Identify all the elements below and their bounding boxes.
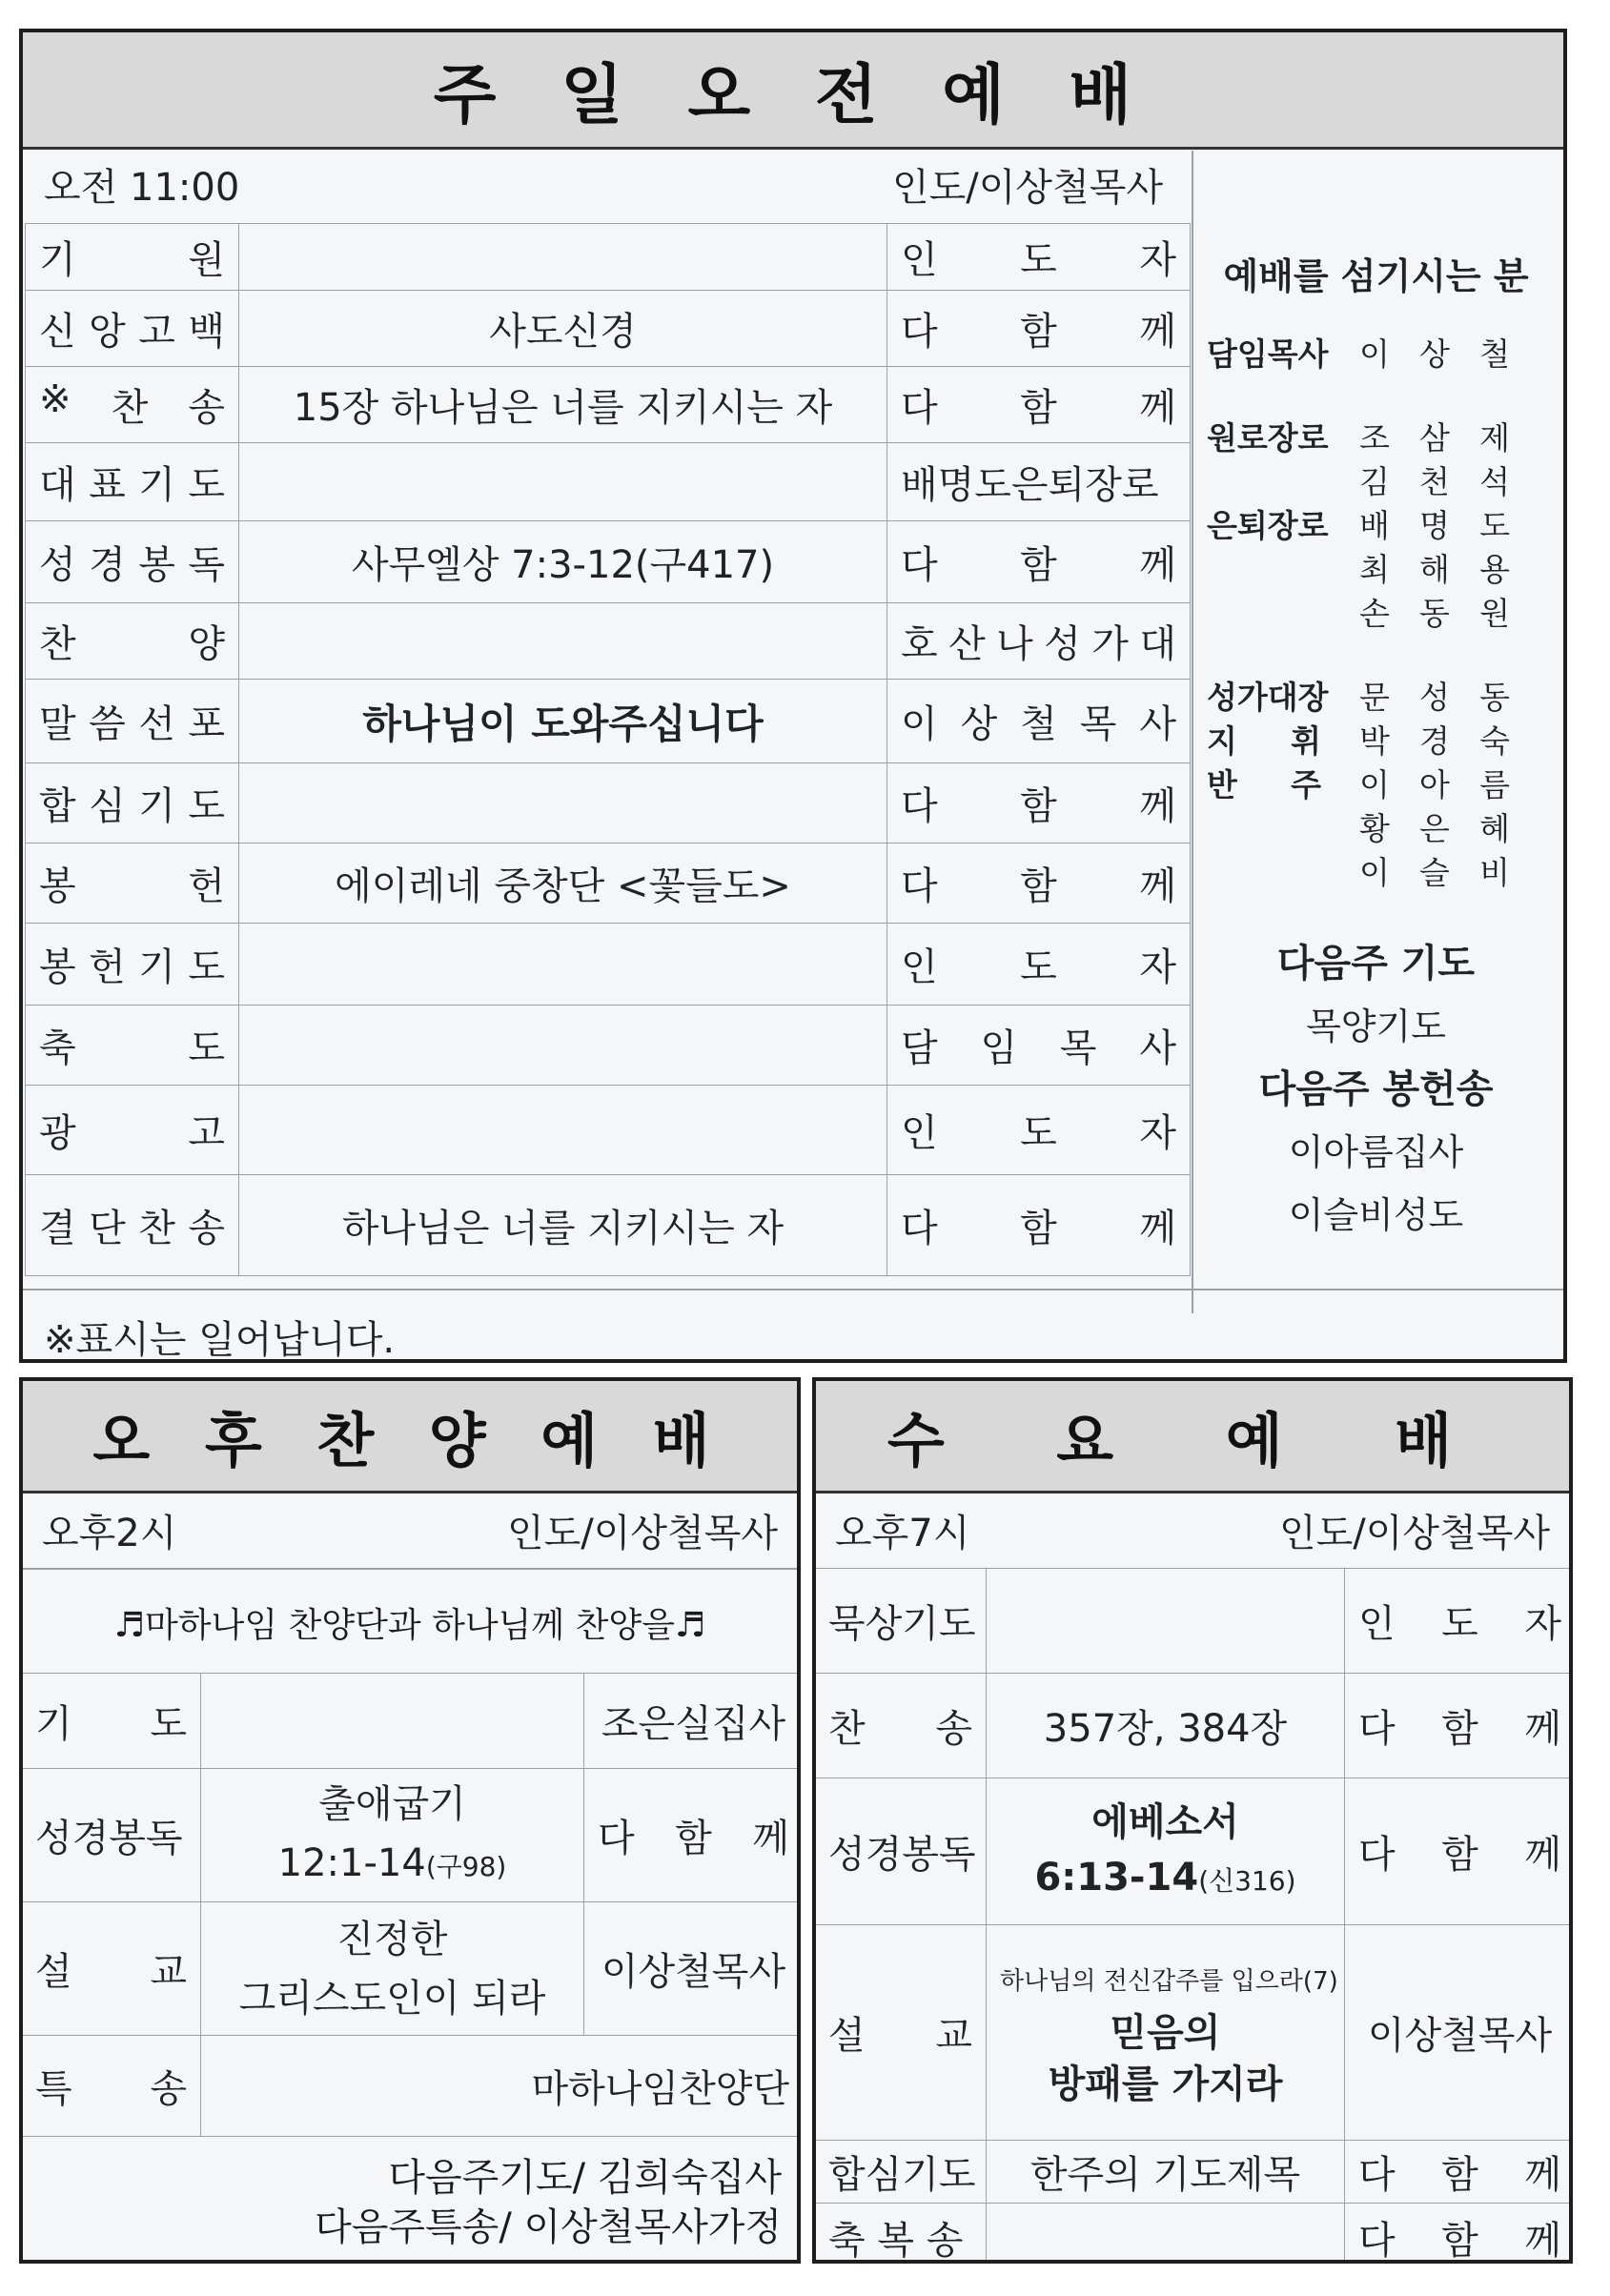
- staff-name: 손 동 원: [1359, 594, 1510, 632]
- sunday-by-cell: 다 함 께: [901, 1207, 1176, 1250]
- wednesday-part-label: 합심기도: [815, 2141, 987, 2204]
- afternoon-title: 오 후 찬 양 예 배: [23, 1381, 797, 1493]
- staff-line: [1207, 761, 1545, 804]
- wednesday-scripture-verse: 6:13-14: [1034, 1855, 1199, 1900]
- sunday-part-label: 대 표 기 도: [39, 463, 225, 507]
- wednesday-scripture-book: 에베소서: [1091, 1799, 1239, 1844]
- afternoon-next-info: [315, 2153, 782, 2252]
- wednesday-service-box: [812, 1377, 1573, 2264]
- wednesday-scripture-ref: (신316): [1198, 1864, 1296, 1897]
- afternoon-by-cell: 조은실집사: [584, 1674, 802, 1769]
- sunday-content-cell: [239, 443, 887, 521]
- table-row: 성경봉독 에베소서 6:13-14(신316) 다 함 께: [815, 1778, 1574, 1925]
- sunday-divider: [1192, 151, 1193, 1313]
- wednesday-part-label: 성경봉독: [815, 1778, 987, 1925]
- wednesday-preacher: 이상철목사: [1345, 1925, 1574, 2141]
- afternoon-special-song: 마하나임찬양단: [201, 2036, 802, 2137]
- table-row: [26, 1086, 1191, 1175]
- sunday-content-cell: 에이레네 중창단 <꽃들도>: [239, 843, 887, 924]
- table-row: 설 교 진정한 그리스도인이 되라 이상철목사: [22, 1902, 802, 2036]
- table-row: [26, 680, 1191, 763]
- sunday-time: 오전 11:00: [44, 165, 240, 210]
- sunday-part-label: 광 고: [39, 1111, 225, 1155]
- sunday-content-cell: [239, 763, 887, 843]
- sunday-part-label: 말 씀 선 포: [39, 702, 225, 746]
- staff-name: 김 천 석: [1359, 462, 1510, 500]
- table-row: [26, 521, 1191, 603]
- staff-line: [1207, 848, 1545, 892]
- table-row: [26, 763, 1191, 843]
- wednesday-leader: 인도/이상철목사: [1279, 1511, 1550, 1555]
- afternoon-order-table: [21, 1673, 801, 2137]
- wednesday-part-label: 묵상기도: [815, 1569, 987, 1674]
- sunday-by-cell: 다 함 께: [901, 864, 1176, 908]
- staff-line: [1207, 457, 1545, 501]
- staff-line: [1207, 501, 1545, 545]
- sunday-part-label: 기 원: [39, 238, 225, 282]
- staff-line: [1207, 804, 1545, 848]
- sunday-content-cell: 하나님은 너를 지키시는 자: [239, 1175, 887, 1276]
- afternoon-banner: ♬마하나임 찬양단과 하나님께 찬양을♬: [113, 1605, 706, 1645]
- sunday-part-label: 봉 헌 기 도: [39, 945, 225, 989]
- staff-line: [1207, 589, 1545, 633]
- staff-group: [1207, 673, 1545, 892]
- afternoon-scripture-book: 출애굽기: [318, 1781, 466, 1826]
- wednesday-sermon-title-1: 믿음의: [1110, 2010, 1221, 2055]
- table-row: 찬 송 357장, 384장 다 함 께: [815, 1674, 1574, 1778]
- sunday-content-cell: [239, 603, 887, 680]
- table-row: 기 도 조은실집사: [22, 1674, 802, 1769]
- table-row: [26, 224, 1191, 291]
- sunday-by-cell: 담 임 목 사: [901, 1026, 1176, 1070]
- wednesday-sermon-title-2: 방패를 가지라: [1048, 2062, 1283, 2106]
- sunday-order-table: [25, 223, 1191, 1276]
- wednesday-title: 수 요 예 배: [816, 1381, 1569, 1493]
- afternoon-scripture-verse: 12:1-14: [277, 1840, 426, 1885]
- standing-note: ※표시는 일어납니다.: [44, 1318, 396, 1362]
- table-row: [26, 367, 1191, 443]
- staff-group: [1207, 330, 1545, 374]
- sunday-leader: 인도/이상철목사: [892, 165, 1163, 210]
- sunday-part-label: 축 도: [39, 1026, 225, 1070]
- afternoon-next-special: 다음주특송/ 이상철목사가정: [315, 2205, 782, 2249]
- sunday-part-label: 신 앙 고 백: [39, 310, 225, 354]
- sunday-by-cell: 이 상 철 목 사: [901, 702, 1176, 746]
- staff-role: 성가대장: [1207, 678, 1329, 716]
- wednesday-order-table: [814, 1568, 1573, 2264]
- table-row: [26, 443, 1191, 521]
- table-row: 성경봉독 출애굽기 12:1-14(구98) 다 함 께: [22, 1769, 802, 1902]
- sunday-part-label: 봉 헌: [39, 864, 225, 908]
- sunday-content-cell: 하나님이 도와주십니다: [239, 680, 887, 763]
- table-row: [26, 843, 1191, 924]
- afternoon-part-label: 기: [35, 1702, 72, 1746]
- staff-line: [1207, 717, 1545, 761]
- sunday-footer-line: [23, 1289, 1563, 1290]
- staff-role: 원로장로: [1207, 418, 1329, 457]
- sunday-by-cell: 다 함 께: [901, 543, 1176, 587]
- sunday-content-cell: [239, 924, 887, 1006]
- staff-line: [1207, 545, 1545, 589]
- sunday-part-label: 찬 양: [39, 622, 225, 666]
- sunday-title: 주 일 오 전 예 배: [23, 32, 1563, 150]
- staff-name: 문 성 동: [1359, 678, 1510, 716]
- staff-name: 박 경 숙: [1359, 721, 1510, 760]
- wednesday-sermon-series: 하나님의 전신갑주를 입으라(7): [1000, 1966, 1338, 1996]
- staff-role: 지 휘: [1207, 721, 1321, 760]
- sunday-by-cell: 다 함 께: [901, 386, 1176, 430]
- afternoon-sermon-title-1: 진정한: [336, 1917, 448, 1961]
- staff-name: 이 상 철: [1359, 335, 1510, 373]
- next-prayer-label: 다음주 기도: [1276, 942, 1476, 985]
- sunday-staff-panel: [1207, 247, 1545, 1247]
- wednesday-prayer-topic: 한주의 기도제목: [987, 2141, 1345, 2204]
- staff-name: 이 슬 비: [1359, 853, 1510, 891]
- afternoon-sermon-title-2: 그리스도인이 되라: [238, 1976, 546, 2021]
- sunday-by-cell: 다 함 께: [901, 310, 1176, 354]
- table-row: [26, 924, 1191, 1006]
- sunday-content-cell: [239, 1006, 887, 1086]
- table-row: 묵상기도 인 도 자: [815, 1569, 1574, 1674]
- staff-name: 황 은 혜: [1359, 809, 1510, 847]
- sunday-content-cell: [239, 1086, 887, 1175]
- staff-line: [1207, 414, 1545, 457]
- table-row: 설 교 하나님의 전신갑주를 입으라(7) 믿음의 방패를 가지라 이상철목사: [815, 1925, 1574, 2141]
- wednesday-part-label: 축 복 송: [815, 2204, 987, 2265]
- staff-name: 이 아 름: [1359, 765, 1510, 803]
- staff-role: 은퇴장로: [1207, 506, 1329, 544]
- sunday-content-cell: 사무엘상 7:3-12(구417): [239, 521, 887, 603]
- sunday-by-cell: 인 도 자: [901, 238, 1176, 282]
- sunday-by-cell: 인 도 자: [901, 1111, 1176, 1155]
- table-row: [26, 1006, 1191, 1086]
- staff-line: [1207, 673, 1545, 717]
- wednesday-time: 오후7시: [835, 1511, 970, 1555]
- afternoon-preacher: 이상철목사: [584, 1902, 802, 2036]
- afternoon-time: 오후2시: [42, 1511, 177, 1555]
- staff-role: 담임목사: [1207, 335, 1329, 373]
- staff-role: 반 주: [1207, 765, 1321, 803]
- next-offering-name-2: 이슬비성도: [1288, 1194, 1464, 1236]
- sunday-content-cell: 사도신경: [239, 291, 887, 367]
- sunday-by-cell: 호 산 나 성 가 대: [901, 622, 1176, 666]
- sunday-content-cell: 15장 하나님은 너를 지키시는 자: [239, 367, 887, 443]
- staff-line: [1207, 330, 1545, 374]
- sunday-part-label: 합 심 기 도: [39, 784, 225, 828]
- sunday-service-box: [19, 29, 1567, 1363]
- staff-name: 조 삼 제: [1359, 418, 1510, 457]
- table-row: 특 송 마하나임찬양단: [22, 2036, 802, 2137]
- staff-group: [1207, 414, 1545, 633]
- sunday-part-label: 성 경 봉 독: [39, 543, 225, 587]
- staff-name: 최 해 용: [1359, 550, 1510, 588]
- table-row: [26, 603, 1191, 680]
- next-offering-label: 다음주 봉헌송: [1258, 1067, 1494, 1111]
- afternoon-scripture-ref: (구98): [425, 1850, 507, 1882]
- staff-name: 배 명 도: [1359, 506, 1510, 544]
- sunday-part-label: 결 단 찬 송: [39, 1207, 225, 1250]
- next-offering-name-1: 이아름집사: [1288, 1131, 1464, 1173]
- next-prayer-name: 목양기도: [1306, 1006, 1446, 1047]
- sunday-by-cell: 배명도은퇴장로: [887, 443, 1191, 521]
- table-row: [26, 291, 1191, 367]
- afternoon-part-label: 성경봉독: [22, 1769, 201, 1902]
- sunday-part-label: ※ 찬 송: [39, 377, 225, 430]
- sunday-by-cell: 다 함 께: [901, 784, 1176, 828]
- table-row: 축 복 송 다 함 께: [815, 2204, 1574, 2265]
- sunday-content-cell: [239, 224, 887, 291]
- table-row: [26, 1175, 1191, 1276]
- afternoon-content-cell: [201, 1674, 584, 1769]
- afternoon-leader: 인도/이상철목사: [507, 1511, 778, 1555]
- sunday-by-cell: 인 도 자: [901, 945, 1176, 989]
- staff-heading: 예배를 섬기시는 분: [1223, 255, 1529, 297]
- table-row: 합심기도 한주의 기도제목 다 함 께: [815, 2141, 1574, 2204]
- afternoon-next-prayer: 다음주기도/ 김희숙집사: [388, 2156, 782, 2200]
- afternoon-service-box: [19, 1377, 801, 2264]
- wednesday-hymns: 357장, 384장: [987, 1674, 1345, 1778]
